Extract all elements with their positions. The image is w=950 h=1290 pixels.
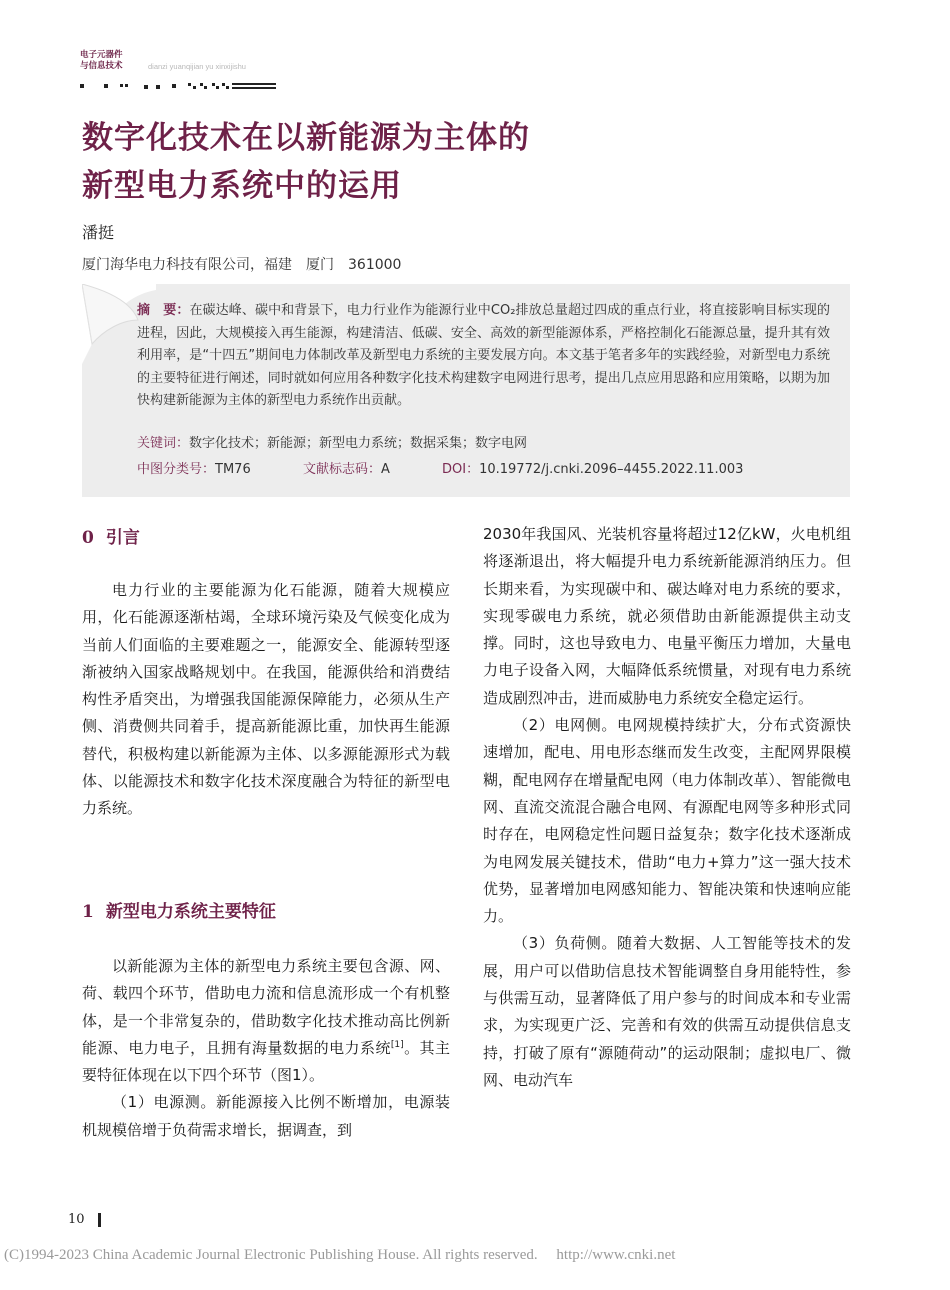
section-1-paragraph-1 <box>82 953 450 1089</box>
section-1-paragraph-1-text-b: 。其主要特征体现在以下四个环节（图1）。 <box>82 1038 450 1085</box>
right-column-body <box>483 521 851 1094</box>
section-0-title: 引言 <box>105 528 140 548</box>
doi-value: 10.19772/j.cnki.2096–4455.2022.11.003 <box>479 462 744 477</box>
section-0-paragraph-1: 电力行业的主要能源为化石能源，随着大规模应用，化石能源逐渐枯竭，全球环境污染及气候变化成为当前人们面临的主要难题之一，能源安全、能源转型逐渐被纳入国家战略规划中。在我国，能源供给和消费结构性矛盾突出，为增强我国能源保障能力，必须从生产侧、消费侧共同着手，提高新能源比重，加快再生能源替代，积极构建以新能源为主体、以多源能源形式为载体、以能源技术和数字化技术深度融合为特征的新型电力系统。 <box>82 581 450 818</box>
abstract-text: 在碳达峰、碳中和背景下，电力行业作为能源行业中CO₂排放总量超过四成的重点行业，将直接影响目标实现的进程，因此，大规模接入再生能源，构建清洁、低碳、安全、高效的新型能源体系，严格控制化石能源总量，提升其有效利用率，是“十四五”期间电力体制改革及新型电力系统的主要发展方向。本文基于笔者多年的实践经验，对新型电力系统的主要特征进行阐述，同时就如何应用各种数字化技术构建数字电网进行思考，提出几点应用思路和应用策略，以期为加快构建新能源为主体的新型电力系统作出贡献。 <box>137 303 830 408</box>
page-number: 10 <box>68 1212 85 1227</box>
doc-code-value: A <box>381 462 390 477</box>
abstract-paragraph <box>137 300 830 413</box>
clc-label: 中图分类号： <box>137 462 216 477</box>
article-title-line2: 新型电力系统中的运用 <box>82 168 402 204</box>
article-title <box>82 114 530 210</box>
doi-label: DOI： <box>442 462 480 477</box>
journal-name-line1: 电子元器件 <box>80 50 123 60</box>
section-1-body <box>82 953 450 1144</box>
abstract-box <box>82 284 850 497</box>
section-1-heading <box>82 897 276 922</box>
section-1-paragraph-2: （1）电源测。新能源接入比例不断增加，电源装机规模倍增于负荷需求增长，据调查，到 <box>82 1093 450 1139</box>
keywords-line <box>137 432 527 451</box>
section-0-heading <box>82 523 140 548</box>
clc-item <box>137 458 251 477</box>
affiliation: 厦门海华电力科技有限公司，福建 厦门 361000 <box>82 257 402 273</box>
page-number-bar <box>98 1213 101 1227</box>
section-0-body <box>82 577 450 823</box>
section-0-number: 0 <box>82 528 94 548</box>
right-paragraph-3: （3）负荷侧。随着大数据、人工智能等技术的发展，用户可以借助信息技术智能调整自身用能特性，参与供需互动，显著降低了用户参与的时间成本和专业需求，为实现更广泛、完善和有效的供需互动提供信息支持，打破了原有“源随荷动”的运动限制；虚拟电厂、微网、电动汽车 <box>483 934 851 1089</box>
logo-dots-decoration <box>80 81 276 91</box>
section-1-number: 1 <box>82 902 94 922</box>
copyright-line: (C)1994-2023 China Academic Journal Electronic Publishing House. All rights reserved. http://www.cnki.net <box>4 1247 676 1263</box>
clc-value: TM76 <box>215 462 251 477</box>
doc-code-label: 文献标志码： <box>303 462 382 477</box>
keywords-label: 关键词： <box>137 436 190 451</box>
article-title-line1: 数字化技术在以新能源为主体的 <box>82 120 530 156</box>
keywords: 数字化技术；新能源；新型电力系统；数据采集；数字电网 <box>189 436 528 451</box>
citation-ref-1[interactable]: [1] <box>390 1039 404 1050</box>
section-1-paragraph-1-text-a: 以新能源为主体的新型电力系统主要包含源、网、荷、载四个环节，借助电力流和信息流形成一个有机整体，是一个非常复杂的，借助数字化技术推动高比例新能源、电力电子，且拥有海量数据的电力系统 <box>82 957 450 1057</box>
right-paragraph-1: 2030年我国风、光装机容量将超过12亿kW，火电机组将逐渐退出，将大幅提升电力系统新能源消纳压力。但长期来看，为实现碳中和、碳达峰对电力系统的要求，实现零碳电力系统，就必须借助由新能源提供主动支撑。同时，这也导致电力、电量平衡压力增加，大量电力电子设备入网，大幅降低系统惯量，对现有电力系统造成剧烈冲击，进而威胁电力系统安全稳定运行。 <box>483 525 851 707</box>
journal-name <box>80 50 150 72</box>
doc-code-item <box>303 458 390 477</box>
journal-name-line2: 与信息技术 <box>80 61 123 71</box>
right-paragraph-2: （2）电网侧。电网规模持续扩大，分布式资源快速增加，配电、用电形态继而发生改变，主配网界限模糊，配电网存在增量配电网（电力体制改革）、智能微电网、直流交流混合融合电网、有源配电网等多种形式同时存在，电网稳定性问题日益复杂；数字化技术逐渐成为电网发展关键技术，借助“电力+算力”这一强大技术优势，显著增加电网感知能力、智能决策和快速响应能力。 <box>483 716 851 926</box>
section-1-title: 新型电力系统主要特征 <box>105 902 276 922</box>
journal-pinyin: dianzi yuanqijian yu xinxijishu <box>148 62 246 71</box>
doi-item <box>442 458 743 477</box>
author: 潘挺 <box>82 223 115 242</box>
journal-logo <box>80 50 280 94</box>
abstract-label: 摘 要： <box>137 303 190 318</box>
